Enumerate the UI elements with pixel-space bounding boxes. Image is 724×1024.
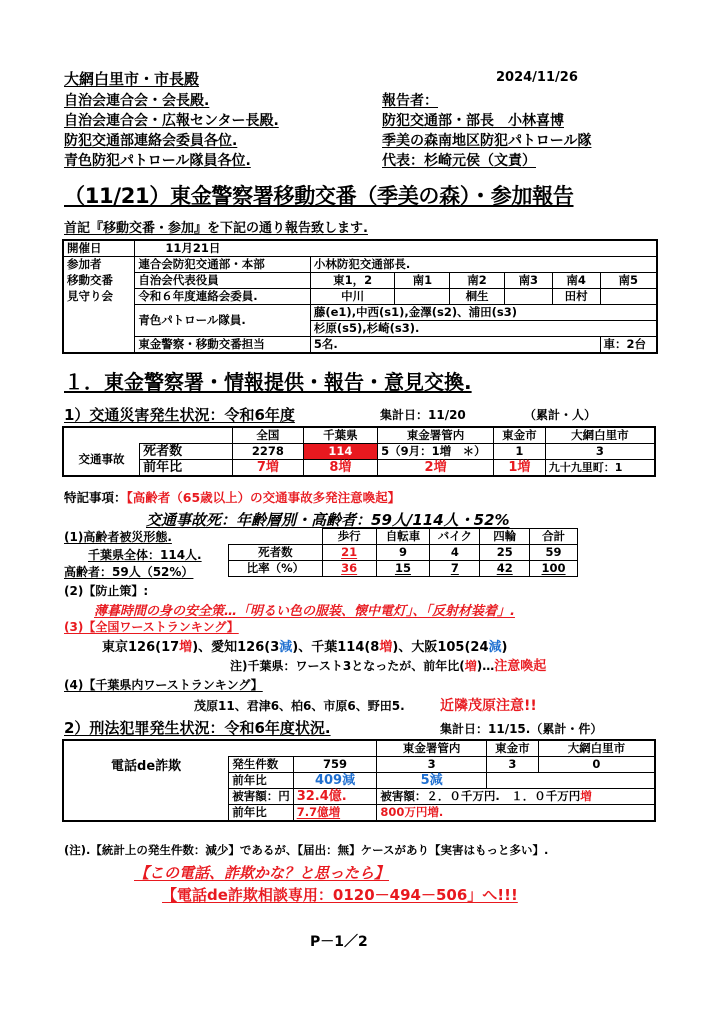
elderly-line: 千葉県全体：114人. — [88, 548, 202, 562]
role-committee: 令和６年度連絡会委員. — [135, 289, 311, 305]
mode-ratio: 36 — [322, 561, 376, 577]
cases-value: 3 — [486, 757, 538, 773]
role-police: 東金警察・移動交番担当 — [135, 337, 311, 354]
name-cell: 中川 — [310, 289, 395, 305]
col-header: 東金市 — [494, 427, 546, 444]
area-cell: 南3 — [504, 273, 552, 289]
addressee-line: 防犯交通部連絡会委員各位. — [64, 133, 238, 149]
fraud-callout-2: 【電話de詐欺相談専用：0120－494－506」へ!!! — [162, 886, 518, 904]
mode-ratio: 15 — [376, 561, 430, 577]
addressee-line: 自治会連合会・広報センター長殿. — [64, 113, 279, 129]
special-notes — [64, 488, 400, 506]
area-cell: 南5 — [600, 273, 657, 289]
deaths-value: 2278 — [233, 444, 303, 460]
mode-header: 自転車 — [376, 529, 430, 545]
report-title: （11/21）東金警察署移動交番（季美の森）・参加報告 — [64, 184, 574, 208]
reporter-line: 季美の森南地区防犯パトロール隊 — [382, 133, 592, 149]
col-header: 大網白里市 — [545, 427, 655, 444]
fraud-note: (注).【統計上の発生件数：減少】であるが、【届出：無】ケースがあり【実害はもっと多い】. — [64, 843, 549, 857]
cases-value: 759 — [293, 757, 377, 773]
mobile-label: 移動交番 — [63, 273, 135, 289]
patrol-names: 藤(e1),中西(s1),金澤(s2)、浦田(s3) — [310, 305, 657, 321]
fraud-callout-1: 【この電話、詐欺かな？と思ったら】 — [134, 864, 390, 882]
yoy-value: 7増 — [233, 460, 303, 477]
deaths-value: 5（9月：1増 ＊） — [378, 444, 494, 460]
damage-pref: 32.4億. — [293, 789, 377, 805]
name-cell: 桐生 — [450, 289, 505, 305]
fraud-yoy-pref: 409減 — [293, 773, 377, 789]
mode-ratio: 42 — [480, 561, 530, 577]
mode-deaths: 4 — [430, 545, 480, 561]
yoy-label: 前年比 — [140, 460, 233, 477]
addressee-line: 自治会連合会・会長殿. — [64, 93, 210, 109]
mode-deaths: 25 — [480, 545, 530, 561]
reporter-line: 防犯交通部・部長 小林喜博 — [382, 113, 564, 129]
pref-alert: 近隣茂原注意!! — [440, 698, 537, 714]
police-cars: 車：2台 — [600, 337, 657, 354]
mode-deaths: 21 — [322, 545, 376, 561]
worst-change-dec: 減 — [279, 640, 293, 655]
col-header: 全国 — [233, 427, 303, 444]
damage-local: 被害額：２．０千万円. １．０千万円増 — [377, 789, 655, 805]
prevention-text: 薄暮時間の身の安全策…「明るい色の服装、懐中電灯」、「反射材装着」. — [94, 604, 515, 619]
hq-names: 小林防犯交通部長. — [310, 257, 657, 273]
area-cell: 南1 — [395, 273, 450, 289]
elderly-mode-table — [228, 528, 578, 577]
worst-change-inc: 増 — [179, 640, 193, 655]
name-cell — [600, 289, 657, 305]
role-patrol: 青色パトロール隊員. — [135, 305, 311, 337]
section2-total: 集計日：11/15.（累計・件） — [440, 722, 603, 736]
name-cell: 田村 — [552, 289, 600, 305]
yoy-value: 8増 — [303, 460, 378, 477]
mode-ratio-label: 比率（%） — [229, 561, 323, 577]
mode-header: 四輪 — [480, 529, 530, 545]
fraud-yoy2-label: 前年比 — [229, 805, 294, 822]
worst-item: 東京126(17 — [102, 640, 180, 655]
date-value: 11月21日 — [135, 240, 657, 257]
fraud-yoy-local: 5減 — [377, 773, 487, 789]
worst-title: (3)【全国ワーストランキング】 — [64, 620, 239, 634]
deaths-label: 死者数 — [140, 444, 233, 460]
page-number: P－1／2 — [310, 934, 368, 950]
cases-label: 発生件数 — [229, 757, 294, 773]
deaths-value-highlight: 114 — [303, 444, 378, 460]
mode-deaths: 59 — [530, 545, 578, 561]
worst-change-dec: 減 — [488, 640, 502, 655]
event-table — [62, 239, 658, 354]
elderly-title: (1)高齢者被災形態. — [64, 530, 172, 544]
worst-item: 大阪105(24 — [411, 640, 489, 655]
mode-header: 歩行 — [322, 529, 376, 545]
col-header: 東金市 — [486, 740, 538, 757]
fraud-table — [62, 739, 656, 822]
name-cell — [395, 289, 450, 305]
col-header: 千葉県 — [303, 427, 378, 444]
section2-sub: 2）刑法犯罪発生状況：令和6年度状況. — [64, 719, 331, 737]
area-cell: 南2 — [450, 273, 505, 289]
mode-ratio: 100 — [530, 561, 578, 577]
mode-deaths-label: 死者数 — [229, 545, 323, 561]
mode-deaths: 9 — [376, 545, 430, 561]
yoy-value: 2増 — [378, 460, 494, 477]
section1-total-date: 集計日：11/20 — [380, 408, 466, 422]
yoy-value: 九十九里町：1 — [545, 460, 655, 477]
fraud-yoy2-pref: 7.7億増 — [293, 805, 377, 822]
section1-unit: （累計・人） — [524, 408, 597, 422]
section1-sub: 1）交通災害発生状況：令和6年度 — [64, 406, 295, 424]
elderly-line: 高齢者：59人（52%） — [64, 565, 194, 579]
worst-note: 注)千葉県：ワースト3となったが、前年比(増)…注意喚起 — [230, 659, 547, 674]
watch-label: 見守り会 — [63, 289, 135, 305]
col-header: 大網白里市 — [538, 740, 655, 757]
role-hq: 連合会防犯交通部・本部 — [135, 257, 311, 273]
mode-header: バイク — [430, 529, 480, 545]
prevention-title: (2)【防止策】: — [64, 584, 149, 598]
date-label: 開催日 — [63, 240, 135, 257]
deaths-value: 3 — [545, 444, 655, 460]
section1-heading: １．東金警察署・情報提供・報告・意見交換. — [64, 370, 472, 394]
worst-change-inc: 増 — [379, 640, 393, 655]
area-cell: 東1，2 — [310, 273, 395, 289]
role-rep: 自治会代表役員 — [135, 273, 311, 289]
participants-label: 参加者 — [63, 257, 135, 273]
elderly-headline: 交通事故死：年齢層別・高齢者：59人/114人・52% — [146, 511, 510, 529]
special-text: 【高齢者（65歳以上）の交通事故多発注意喚起】 — [126, 490, 401, 505]
reporter-label: 報告者： — [382, 93, 438, 109]
worst-item: 愛知126(3 — [211, 640, 280, 655]
addressee-line: 青色防犯パトロール隊員各位. — [64, 153, 251, 169]
addressee-mayor: 大網白里市・市長殿 — [64, 70, 200, 88]
cases-value: 0 — [538, 757, 655, 773]
deaths-value: 1 — [494, 444, 546, 460]
fraud-group-label: 電話de詐欺 — [63, 757, 229, 822]
traffic-group-label: 交通事故 — [63, 444, 140, 477]
yoy-value: 1増 — [494, 460, 546, 477]
patrol-names: 杉原(s5),杉崎(s3). — [310, 321, 657, 337]
col-header: 東金署管内 — [377, 740, 487, 757]
cases-value: 3 — [377, 757, 487, 773]
reporter-line: 代表：杉崎元侯（文責） — [382, 153, 536, 169]
pref-worst-text: 茂原11、君津6、柏6、市原6、野田5. — [194, 699, 405, 713]
intro-text: 首記『移動交番・参加』を下記の通り報告致します. — [64, 221, 368, 236]
mode-header: 合計 — [530, 529, 578, 545]
col-header: 東金署管内 — [378, 427, 494, 444]
mode-ratio: 7 — [430, 561, 480, 577]
traffic-table — [62, 426, 656, 477]
name-cell — [504, 289, 552, 305]
pref-worst-title: (4)【千葉県内ワーストランキング】 — [64, 678, 263, 692]
worst-ranking: 東京126(17増)、愛知126(3減)、千葉114(8増)、大阪105(24減) — [102, 640, 508, 655]
worst-item: 千葉114(8 — [311, 640, 380, 655]
fraud-yoy2-local: 800万円増. — [377, 805, 655, 822]
fraud-yoy-label: 前年比 — [229, 773, 294, 789]
special-label: 特記事項： — [64, 490, 127, 505]
area-cell: 南4 — [552, 273, 600, 289]
report-date: 2024/11/26 — [496, 70, 578, 85]
police-count: 5名. — [310, 337, 600, 354]
damage-label: 被害額：円 — [229, 789, 294, 805]
